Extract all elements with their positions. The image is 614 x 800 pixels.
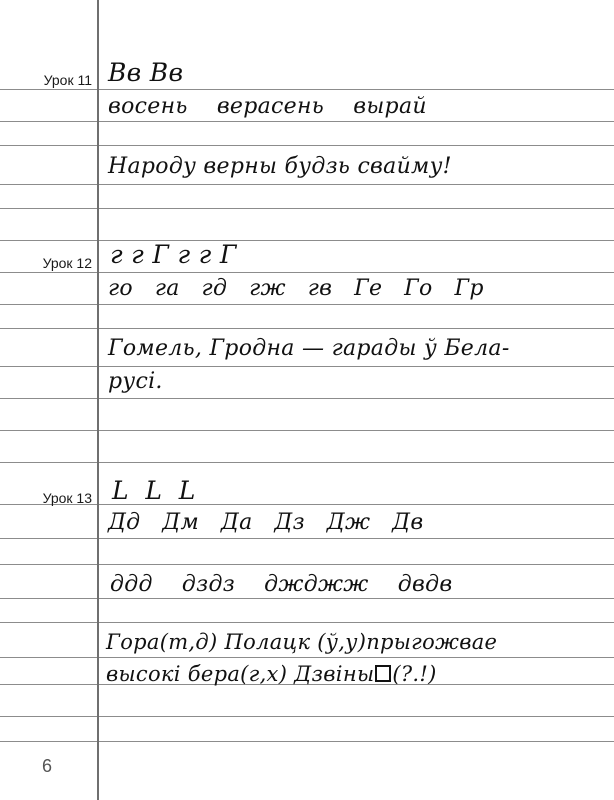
lesson-11-words: восень верасень вырай bbox=[108, 94, 427, 119]
lesson-13-label: Урок 13 bbox=[42, 490, 92, 506]
rule-line bbox=[0, 430, 614, 431]
rule-line bbox=[0, 538, 614, 539]
lesson-12-sentence-line-2: русі. bbox=[108, 369, 163, 394]
rule-line bbox=[0, 184, 614, 185]
rule-line bbox=[0, 564, 614, 565]
lesson-12-letters: г г Г г г Г bbox=[110, 240, 237, 269]
margin-line bbox=[97, 0, 99, 800]
rule-line bbox=[0, 145, 614, 146]
rule-line bbox=[0, 208, 614, 209]
lesson-13-letter-chains: ддд дздз джджж двдв bbox=[110, 572, 453, 597]
lesson-13-sentence-line-1: Гора(т,д) Полацк (ў,у)прыгожвае bbox=[106, 630, 498, 654]
lesson-11-letters: Вв Вв bbox=[108, 58, 184, 87]
page-number: 6 bbox=[42, 756, 53, 776]
rule-line bbox=[0, 398, 614, 399]
lesson-13-syllables: Дд Дм Да Дз Дж Дв bbox=[108, 510, 424, 535]
lesson-12-label: Урок 12 bbox=[42, 255, 92, 271]
rule-line bbox=[0, 328, 614, 329]
rule-line bbox=[0, 272, 614, 273]
punctuation-options: (?.!) bbox=[392, 662, 437, 686]
rule-line bbox=[0, 716, 614, 717]
rule-line bbox=[0, 741, 614, 742]
rule-line bbox=[0, 121, 614, 122]
blank-box bbox=[375, 665, 391, 682]
lesson-12-sentence-line-1: Гомель, Гродна — гарады ў Бела- bbox=[108, 336, 510, 361]
lesson-13-sentence-line-2 bbox=[106, 662, 437, 686]
rule-line bbox=[0, 622, 614, 623]
rule-line bbox=[0, 89, 614, 90]
lesson-12-syllables: го га гд гж гв Ге Го Гр bbox=[108, 276, 484, 301]
rule-line bbox=[0, 657, 614, 658]
sentence-text: высокі бера(г,х) Дзвіны bbox=[106, 662, 375, 686]
rule-line bbox=[0, 304, 614, 305]
lesson-11-sentence: Народу верны будзь свайму! bbox=[108, 154, 452, 179]
rule-line bbox=[0, 462, 614, 463]
lesson-11-label: Урок 11 bbox=[43, 72, 92, 88]
rule-line bbox=[0, 240, 614, 241]
rule-line bbox=[0, 366, 614, 367]
rule-line bbox=[0, 504, 614, 505]
lesson-13-letters: L L L bbox=[112, 476, 196, 505]
rule-line bbox=[0, 598, 614, 599]
